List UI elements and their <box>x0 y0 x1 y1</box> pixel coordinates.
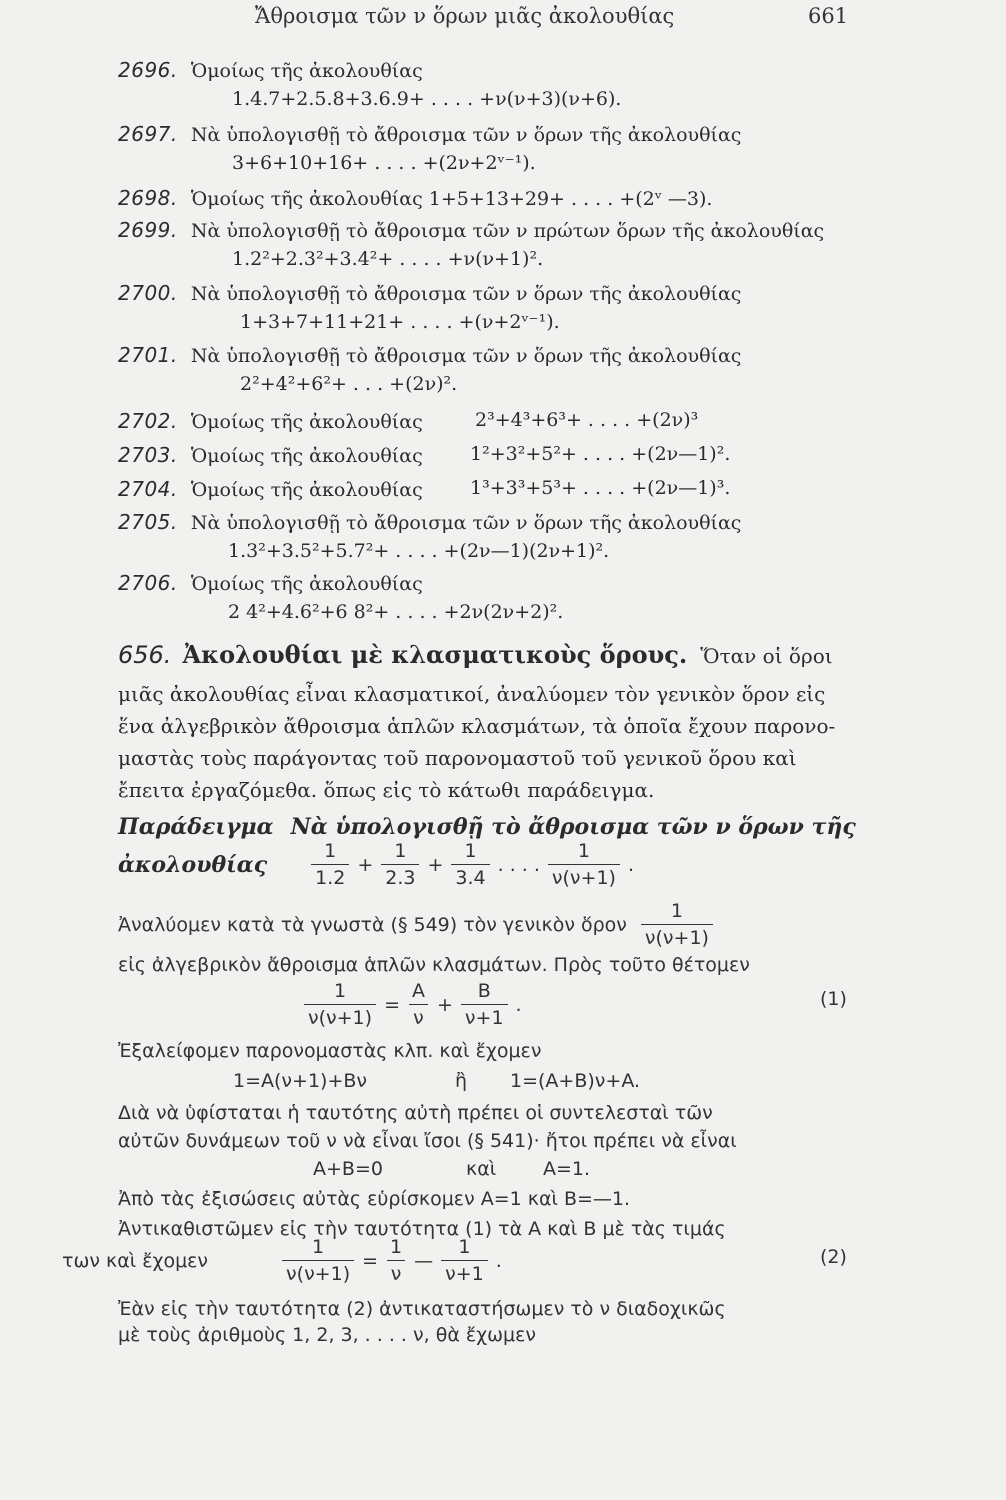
equation-2: των καὶ ἔχομεν $\frac{1}{\nu(\nu+1)}$ = $\frac{1}{\nu}$ — $\frac{1}{\nu+1}$ . <box>62 1236 502 1285</box>
exercise-text: Νὰ ὑπολογισθῇ τὸ ἄθροισμα τῶν ν ὅρων τῆς ἀκολουθίας <box>190 124 742 146</box>
fraction: $\frac{1}{\nu+1}$ <box>441 1236 488 1285</box>
exercise-text: Νὰ ὑπολογισθῇ τὸ ἄθροισμα τῶν ν ὅρων τῆς ἀκολουθίας <box>190 283 742 305</box>
fraction: $\frac{1}{\nu}$ <box>386 1236 406 1285</box>
solution-line-4c: 1=(A+B)ν+A. <box>510 1070 641 1092</box>
exercise-text: Νὰ ὑπολογισθῇ τὸ ἄθροισμα τῶν ν ὅρων τῆς ἀκολουθίας <box>190 512 742 534</box>
exercise-number: 2699. <box>118 218 178 242</box>
solution-line-2: εἰς ἀλγεβρικὸν ἄθροισμα ἁπλῶν κλασμάτων. Πρὸς τοῦτο θέτομεν <box>118 954 750 976</box>
equation-tag: (2) <box>820 1246 847 1268</box>
section-text-line: μαστὰς τοὺς παράγοντας τοῦ παρονομαστοῦ τοῦ γενικοῦ ὅρου καὶ <box>118 746 797 770</box>
section-heading <box>118 640 833 669</box>
exercise-number: 2703. <box>118 443 178 467</box>
example-heading <box>118 814 856 840</box>
exercise-number: 2704. <box>118 477 178 501</box>
example-text: Νὰ ὑπολογισθῇ τὸ ἄθροισμα τῶν ν ὅρων τῆς <box>290 814 856 840</box>
exercise-2699 <box>118 218 824 242</box>
solution-line-9: Ἀντικαθιστῶμεν εἰς τὴν ταυτότητα (1) τὰ A καὶ B μὲ τὰς τιμάς <box>118 1218 726 1240</box>
exercise-2705 <box>118 510 741 534</box>
exercise-series: 3+6+10+16+ . . . . +(2ν+2ᵛ⁻¹). <box>232 152 536 174</box>
solution-line-7a: A+B=0 <box>313 1158 383 1180</box>
exercise-series: 2²+4²+6²+ . . . +(2ν)². <box>240 373 458 395</box>
exercise-text: Ὁμοίως τῆς ἀκολουθίας <box>190 60 423 82</box>
exercise-series: 1³+3³+5³+ . . . . +(2ν—1)³. <box>470 477 731 499</box>
section-text-line: ἕνα ἀλγεβρικὸν ἄθροισμα ἁπλῶν κλασμάτων, τὰ ὁποῖα ἔχουν παρονο- <box>118 714 836 738</box>
page-number: 661 <box>808 4 849 28</box>
exercise-text: Νὰ ὑπολογισθῇ τὸ ἄθροισμα τῶν ν ὅρων τῆς ἀκολουθίας <box>190 345 742 367</box>
exercise-2703 <box>118 443 423 467</box>
exercise-series: 2 4²+4.6²+6 8²+ . . . . +2ν(2ν+2)². <box>228 601 564 623</box>
exercise-2696 <box>118 58 423 82</box>
exercise-series: 1²+3²+5²+ . . . . +(2ν—1)². <box>470 443 731 465</box>
exercise-text: Ὁμοίως τῆς ἀκολουθίας <box>190 573 423 595</box>
exercise-number: 2702. <box>118 409 178 433</box>
fraction: $\frac{1}{\nu(\nu+1)}$ <box>548 840 620 889</box>
solution-line-7b: καὶ <box>466 1158 497 1180</box>
exercise-number: 2706. <box>118 571 178 595</box>
exercise-2704 <box>118 477 423 501</box>
fraction: $\frac{1}{2.3}$ <box>381 840 419 889</box>
fraction: $\frac{1}{3.4}$ <box>451 840 489 889</box>
exercise-series: 1+3+7+11+21+ . . . . +(ν+2ᵛ⁻¹). <box>240 311 560 333</box>
exercise-text: Ὁμοίως τῆς ἀκολουθίας 1+5+13+29+ . . . . +(2ᵛ —3). <box>190 188 713 210</box>
exercise-2697 <box>118 122 741 146</box>
fraction: $\frac{1}{\nu(\nu+1)}$ <box>304 980 376 1029</box>
fraction: $\frac{A}{\nu}$ <box>408 980 429 1029</box>
fraction: $\frac{1}{\nu(\nu+1)}$ <box>282 1236 354 1285</box>
exercise-series: 1.2²+2.3²+3.4²+ . . . . +ν(ν+1)². <box>232 248 544 270</box>
exercise-series: 1.4.7+2.5.8+3.6.9+ . . . . +ν(ν+3)(ν+6). <box>232 88 622 110</box>
section-text-line: Ὅταν οἱ ὅροι <box>700 644 833 668</box>
solution-line-10: των καὶ ἔχομεν <box>62 1249 209 1272</box>
solution-line-12: μὲ τοὺς ἀριθμοὺς 1, 2, 3, . . . . ν, θὰ ἔχωμεν <box>118 1324 537 1346</box>
solution-line-4a: 1=A(ν+1)+Bν <box>233 1070 368 1092</box>
exercise-series: 2³+4³+6³+ . . . . +(2ν)³ <box>475 409 699 431</box>
section-text-line: μιᾶς ἀκολουθίας εἶναι κλασματικοί, ἀναλύομεν τὸν γενικὸν ὅρον εἰς <box>118 682 826 706</box>
solution-line-3: Ἐξαλείφομεν παρονομαστὰς κλπ. καὶ ἔχομεν <box>118 1040 542 1062</box>
solution-line-6: αὐτῶν δυνάμεων τοῦ ν νὰ εἶναι ἴσοι (§ 541)· ἤτοι πρέπει νὰ εἶναι <box>118 1130 737 1152</box>
exercise-2702 <box>118 409 423 433</box>
exercise-number: 2697. <box>118 122 178 146</box>
exercise-text: Ὁμοίως τῆς ἀκολουθίας <box>190 479 423 501</box>
example-series: ἀκολουθίας $\frac{1}{1.2}$ + $\frac{1}{2.3}$ + $\frac{1}{3.4}$ . . . . $\frac{1}{\nu(\nu+1)}$ . <box>118 840 634 889</box>
running-header: Ἄθροισμα τῶν ν ὅρων μιᾶς ἀκολουθίας <box>255 4 675 28</box>
exercise-text: Ὁμοίως τῆς ἀκολουθίας <box>190 411 423 433</box>
equation-1: $\frac{1}{\nu(\nu+1)}$ = $\frac{A}{\nu}$ + $\frac{B}{\nu+1}$ . <box>300 980 526 1029</box>
exercise-2706 <box>118 571 423 595</box>
exercise-number: 2696. <box>118 58 178 82</box>
exercise-text: Ὁμοίως τῆς ἀκολουθίας <box>190 445 423 467</box>
solution-line-1: Ἀναλύομεν κατὰ τὰ γνωστὰ (§ 549) τὸν γενικὸν ὅρον $\frac{1}{\nu(\nu+1)}$ <box>118 900 717 949</box>
exercise-2701 <box>118 343 741 367</box>
exercise-number: 2700. <box>118 281 178 305</box>
fraction: $\frac{1}{1.2}$ <box>311 840 349 889</box>
solution-line-4b: ἢ <box>455 1070 468 1092</box>
fraction: $\frac{B}{\nu+1}$ <box>461 980 508 1029</box>
exercise-number: 2705. <box>118 510 178 534</box>
equation-tag: (1) <box>820 988 847 1010</box>
exercise-series: 1.3²+3.5²+5.7²+ . . . . +(2ν—1)(2ν+1)². <box>228 540 610 562</box>
exercise-number: 2701. <box>118 343 178 367</box>
exercise-number: 2698. <box>118 186 178 210</box>
section-title: Ἀκολουθίαι μὲ κλασματικοὺς ὅρους. <box>182 640 688 669</box>
exercise-2700 <box>118 281 741 305</box>
solution-line-8: Ἀπὸ τὰς ἐξισώσεις αὐτὰς εὑρίσκομεν A=1 καὶ B=—1. <box>118 1188 631 1210</box>
example-label: Παράδειγμα <box>118 814 274 840</box>
section-text-line: ἔπειτα ἐργαζόμεθα. ὅπως εἰς τὸ κάτωθι παράδειγμα. <box>118 778 655 802</box>
example-text-2: ἀκολουθίας <box>118 851 268 878</box>
section-number: 656. <box>118 641 172 669</box>
fraction: $\frac{1}{\nu(\nu+1)}$ <box>641 900 713 949</box>
solution-line-7c: A=1. <box>543 1158 591 1180</box>
solution-line-11: Ἐὰν εἰς τὴν ταυτότητα (2) ἀντικαταστήσωμεν τὸ ν διαδοχικῶς <box>118 1298 726 1320</box>
exercise-2698 <box>118 186 712 210</box>
exercise-text: Νὰ ὑπολογισθῇ τὸ ἄθροισμα τῶν ν πρώτων ὅρων τῆς ἀκολουθίας <box>190 220 825 242</box>
solution-line-5: Διὰ νὰ ὑφίσταται ἡ ταυτότης αὐτὴ πρέπει οἱ συντελεσταὶ τῶν <box>118 1102 713 1124</box>
